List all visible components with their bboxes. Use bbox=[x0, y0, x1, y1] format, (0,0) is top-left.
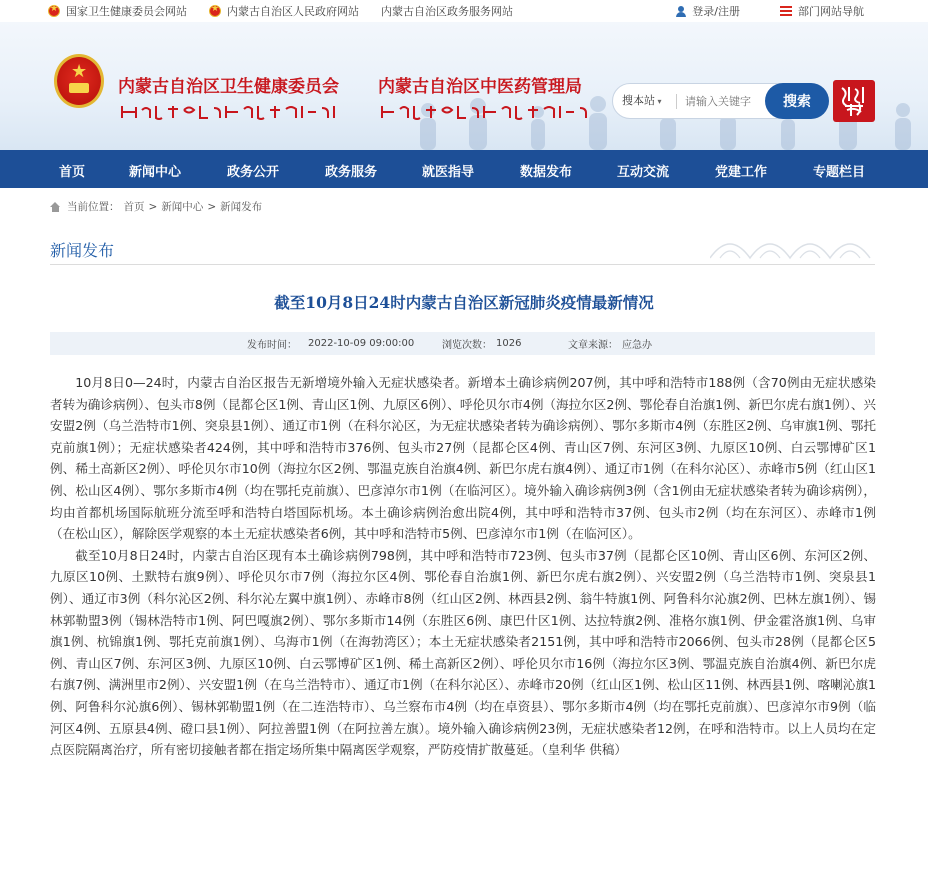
breadcrumb-separator: > bbox=[148, 200, 158, 213]
mongolian-script-title-tcm bbox=[378, 104, 593, 120]
breadcrumb-label: 当前位置： bbox=[67, 201, 120, 213]
national-emblem-icon bbox=[209, 5, 221, 17]
breadcrumb-separator: > bbox=[207, 200, 217, 213]
dept-nav-label[interactable]: 部门网站导航 bbox=[798, 5, 864, 18]
link-nhc-label[interactable]: 国家卫生健康委员会网站 bbox=[66, 5, 187, 18]
nav-item-party-building[interactable]: 党建工作 bbox=[715, 165, 768, 180]
search-scope-select[interactable]: 搜本站 ▾ bbox=[613, 94, 677, 109]
decorative-pattern bbox=[710, 228, 875, 262]
national-emblem-logo: ★ bbox=[54, 54, 104, 108]
top-bar bbox=[0, 0, 928, 22]
link-gov-label[interactable]: 内蒙古自治区人民政府网站 bbox=[227, 5, 359, 18]
section-divider bbox=[50, 264, 875, 265]
nav-item-medical-guide[interactable]: 就医指导 bbox=[422, 165, 475, 180]
title-tcm-bureau: 内蒙古自治区中医药管理局 bbox=[378, 77, 582, 97]
search-button[interactable]: 搜索 bbox=[765, 83, 829, 119]
views-count: 1026 bbox=[496, 338, 522, 349]
article-paragraph: 截至10月8日24时，内蒙古自治区现有本土确诊病例798例，其中呼和浩特市723例、包头市37例（昆都仑区10例、青山区6例、东河区2例、九原区10例、土默特右旗9例）、呼伦贝尔市7例（海拉尔区4例、鄂伦春自治旗1例、新巴尔虎右旗2例）、兴安盟2例（乌兰浩特市1例、突泉县1例）、通辽市3例（科尔沁区2例、科尔沁左翼中旗1例）、赤峰市8例（红山区2例、林西县2例、翁牛特旗1例、阿鲁科尔沁旗2例、巴林左旗1例）、锡林郭勒盟3例（锡林浩特市1例、阿巴嘎旗2例）、鄂尔多斯市14例（东胜区6例、康巴什区1例、达拉特旗2例、准格尔旗1例、伊金霍洛旗1例、乌审旗1例、杭锦旗1例、鄂托克前旗1例）、乌海市1例（在海勃湾区）；本土无症状感染者2151例，其中呼和浩特市2066例、包头市28例（昆都仑区5例、青山区7例、东河区3例、九原区10例、白云鄂博矿区1例、稀土高新区2例）、呼伦贝尔市16例（海拉尔区3例、鄂温克族自治旗4例、新巴尔虎右旗7例、满洲里市2例）、兴安盟1例（在乌兰浩特市）、通辽市1例（在科尔沁区）、赤峰市20例（红山区1例、松山区11例、林西县1例、喀喇沁旗1例、阿鲁科尔沁旗6例）、锡林郭勒盟1例（在二连浩特市）、乌兰察布市4例（均在卓资县）、鄂尔多斯市4例（均在鄂托克前旗）、巴彦淖尔市9例（临河区4例、五原县4例、磴口县1例）、阿拉善盟1例（在阿拉善左旗）。境外输入确诊病例23例，无症状感染者12例，在呼和浩特市。以上人员均在定点医院隔离治疗，所有密切接触者都在指定场所集中隔离医学观察，严防疫情扩散蔓延。（皇利华 供稿） bbox=[50, 547, 876, 758]
mongolian-script-title-health bbox=[118, 104, 343, 120]
login-label[interactable]: 登录/注册 bbox=[692, 5, 740, 18]
nav-item-news[interactable]: 新闻中心 bbox=[129, 165, 182, 180]
breadcrumb-news-release[interactable]: 新闻发布 bbox=[220, 201, 263, 213]
nav-item-topics[interactable]: 专题栏目 bbox=[813, 165, 866, 180]
link-nhc[interactable] bbox=[48, 3, 187, 19]
seal-logo bbox=[833, 80, 875, 122]
site-header bbox=[0, 22, 928, 150]
nav-item-data-release[interactable]: 数据发布 bbox=[520, 165, 573, 180]
section-title: 新闻发布 bbox=[50, 241, 115, 260]
main-nav bbox=[0, 150, 928, 188]
login-link[interactable] bbox=[676, 3, 740, 19]
breadcrumb bbox=[50, 199, 262, 214]
publish-time: 2022-10-09 09:00:00 bbox=[308, 338, 415, 349]
source-label: 文章来源： bbox=[568, 340, 618, 351]
article-title: 截至10月8日24时内蒙古自治区新冠肺炎疫情最新情况 bbox=[274, 293, 654, 312]
nav-item-interaction[interactable]: 互动交流 bbox=[617, 165, 670, 180]
home-icon bbox=[50, 202, 61, 212]
publish-label: 发布时间： bbox=[247, 340, 297, 351]
user-icon bbox=[676, 6, 686, 17]
title-health-commission: 内蒙古自治区卫生健康委员会 bbox=[118, 77, 339, 97]
nav-item-home[interactable]: 首页 bbox=[59, 165, 86, 180]
views-label: 浏览次数： bbox=[442, 340, 492, 351]
link-service-label[interactable]: 内蒙古自治区政务服务网站 bbox=[381, 5, 513, 18]
source-value: 应急办 bbox=[622, 340, 652, 351]
nav-item-gov-affairs[interactable]: 政务公开 bbox=[227, 165, 280, 180]
list-icon bbox=[780, 6, 792, 16]
article-paragraph: 10月8日0—24时，内蒙古自治区报告无新增境外输入无症状感染者。新增本土确诊病例207例，其中呼和浩特市188例（含70例由无症状感染者转为确诊病例）、包头市8例（昆都仑区1例、青山区1例、九原区6例）、呼伦贝尔市4例（海拉尔区2例、鄂伦春自治旗1例、新巴尔虎右旗1例）、兴安盟2例（乌兰浩特市1例、突泉县1例）、通辽市1例（在科尔沁区，为无症状感染者转为确诊病例）、鄂尔多斯市4例（东胜区2例、乌审旗1例、鄂托克前旗1例）；无症状感染者424例，其中呼和浩特市376例、包头市27例（昆都仑区4例、青山区7例、东河区3例、九原区10例、白云鄂博矿区1例、稀土高新区2例）、呼伦贝尔市10例（海拉尔区2例、鄂温克族自治旗4例、新巴尔虎右旗4例）、通辽市1例（在科尔沁区）、赤峰市5例（红山区1例、松山区4例）、鄂尔多斯市4例（均在鄂托克前旗）、巴彦淖尔市1例（在临河区）。境外输入确诊病例3例（含1例由无症状感染者转为确诊病例），均由首都机场国际航班分流至呼和浩特白塔国际机场。本土确诊病例治愈出院4例，其中呼和浩特市37例、包头市2例（均在东河区）、赤峰市1例（在松山区），解除医学观察的本土无症状感染者6例，其中呼和浩特市5例、巴彦淖尔市1例（在临河区）。 bbox=[50, 375, 877, 542]
breadcrumb-home[interactable]: 首页 bbox=[123, 201, 145, 213]
dept-nav-link[interactable] bbox=[780, 3, 864, 19]
link-gov[interactable] bbox=[209, 3, 359, 19]
national-emblem-icon bbox=[48, 5, 60, 17]
article-meta bbox=[50, 332, 875, 355]
nav-item-gov-service[interactable]: 政务服务 bbox=[325, 165, 378, 180]
link-service[interactable] bbox=[381, 3, 513, 19]
seal-calligraphy-icon bbox=[837, 84, 871, 118]
article-body bbox=[50, 372, 876, 761]
breadcrumb-news-center[interactable]: 新闻中心 bbox=[161, 201, 204, 213]
